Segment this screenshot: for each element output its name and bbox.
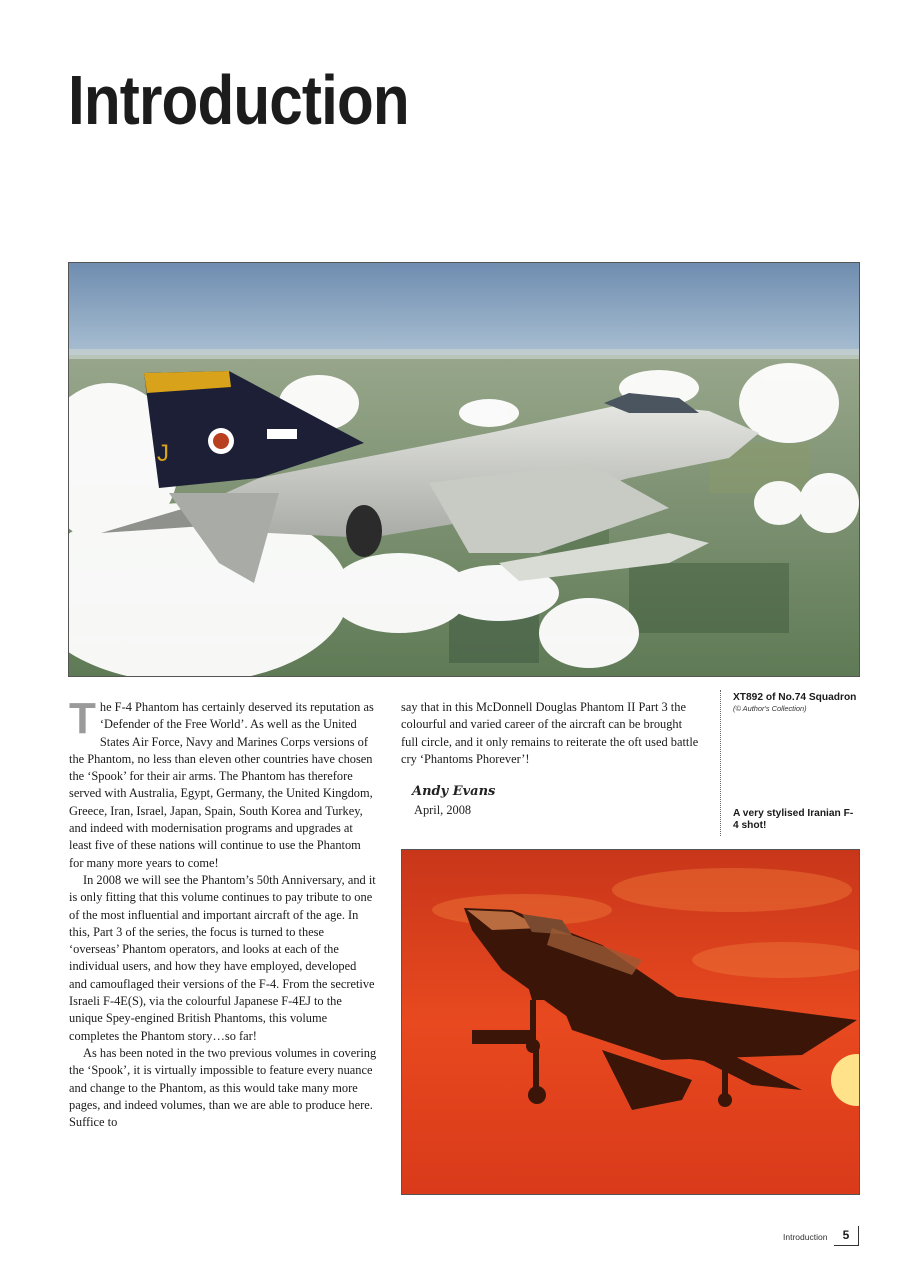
photo-xt892-phantom <box>68 262 860 677</box>
photo-iranian-f4 <box>401 849 860 1195</box>
author-signature: Andy Evans <box>412 784 496 799</box>
intro-column-left <box>69 694 377 1131</box>
caption-bottom <box>733 808 858 832</box>
paragraph-2: In 2008 we will see the Phantom’s 50th Anniversary, and it is only fitting that this volume continues to pay tribute to one of the most influential and important aircraft of the age. In this, Part 3 of the series, the focus is turned to these ‘overseas’ Phantom operators, and looks at each of the individual users, and how they have employed, developed and camouflaged their versions of the F-4. From the secretive Israeli F-4E(S), via the colourful Japanese F-4EJ to the unique Spey-engined British Phantoms, this volume completes the Phantom story…so far! <box>69 872 376 1043</box>
paragraph-4: say that in this McDonnell Douglas Phantom II Part 3 the colourful and varied career of the aircraft can be brought full circle, and it only remains to reiterate the oft used battle cry ‘Phantoms Phorever’! <box>401 700 699 766</box>
caption-top-title: XT892 of No.74 Squadron <box>733 692 857 703</box>
caption-top-credit: (© Author's Collection) <box>733 704 807 713</box>
caption-divider <box>720 690 721 836</box>
footer-section-label: Introduction <box>783 1232 828 1242</box>
paragraph-3: As has been noted in the two previous volumes in covering the ‘Spook’, it is virtually impossible to feature every nuance and change to the Phantom, as this would take many more pages, and indeed volumes, than we are able to produce here. Suffice to <box>69 1045 377 1130</box>
page-title: Introduction <box>68 61 409 139</box>
drop-cap: T <box>69 694 96 743</box>
svg-text:J: J <box>157 440 169 467</box>
intro-column-middle <box>401 699 701 768</box>
caption-top <box>733 692 858 714</box>
signature-date: April, 2008 <box>414 803 472 817</box>
caption-bottom-title: A very stylised Iranian F-4 shot! <box>733 808 854 831</box>
page-number: 5 <box>834 1226 859 1246</box>
paragraph-1: he F-4 Phantom has certainly deserved its reputation as ‘Defender of the Free World’. As well as the United States Air Force, Navy and Marines Corps versions of the Phantom, no less than eleven other countries have chosen the ‘Spook’ for their air arms. The Phantom has therefore served with Australia, Egypt, Germany, the United Kingdom, Greece, Iran, Israel, Japan, Spain, South Korea and Turkey, and indeed with modernisation programs and upgrades at least five of these nations will continue to use the Phantom for many more years to come! <box>69 700 374 870</box>
